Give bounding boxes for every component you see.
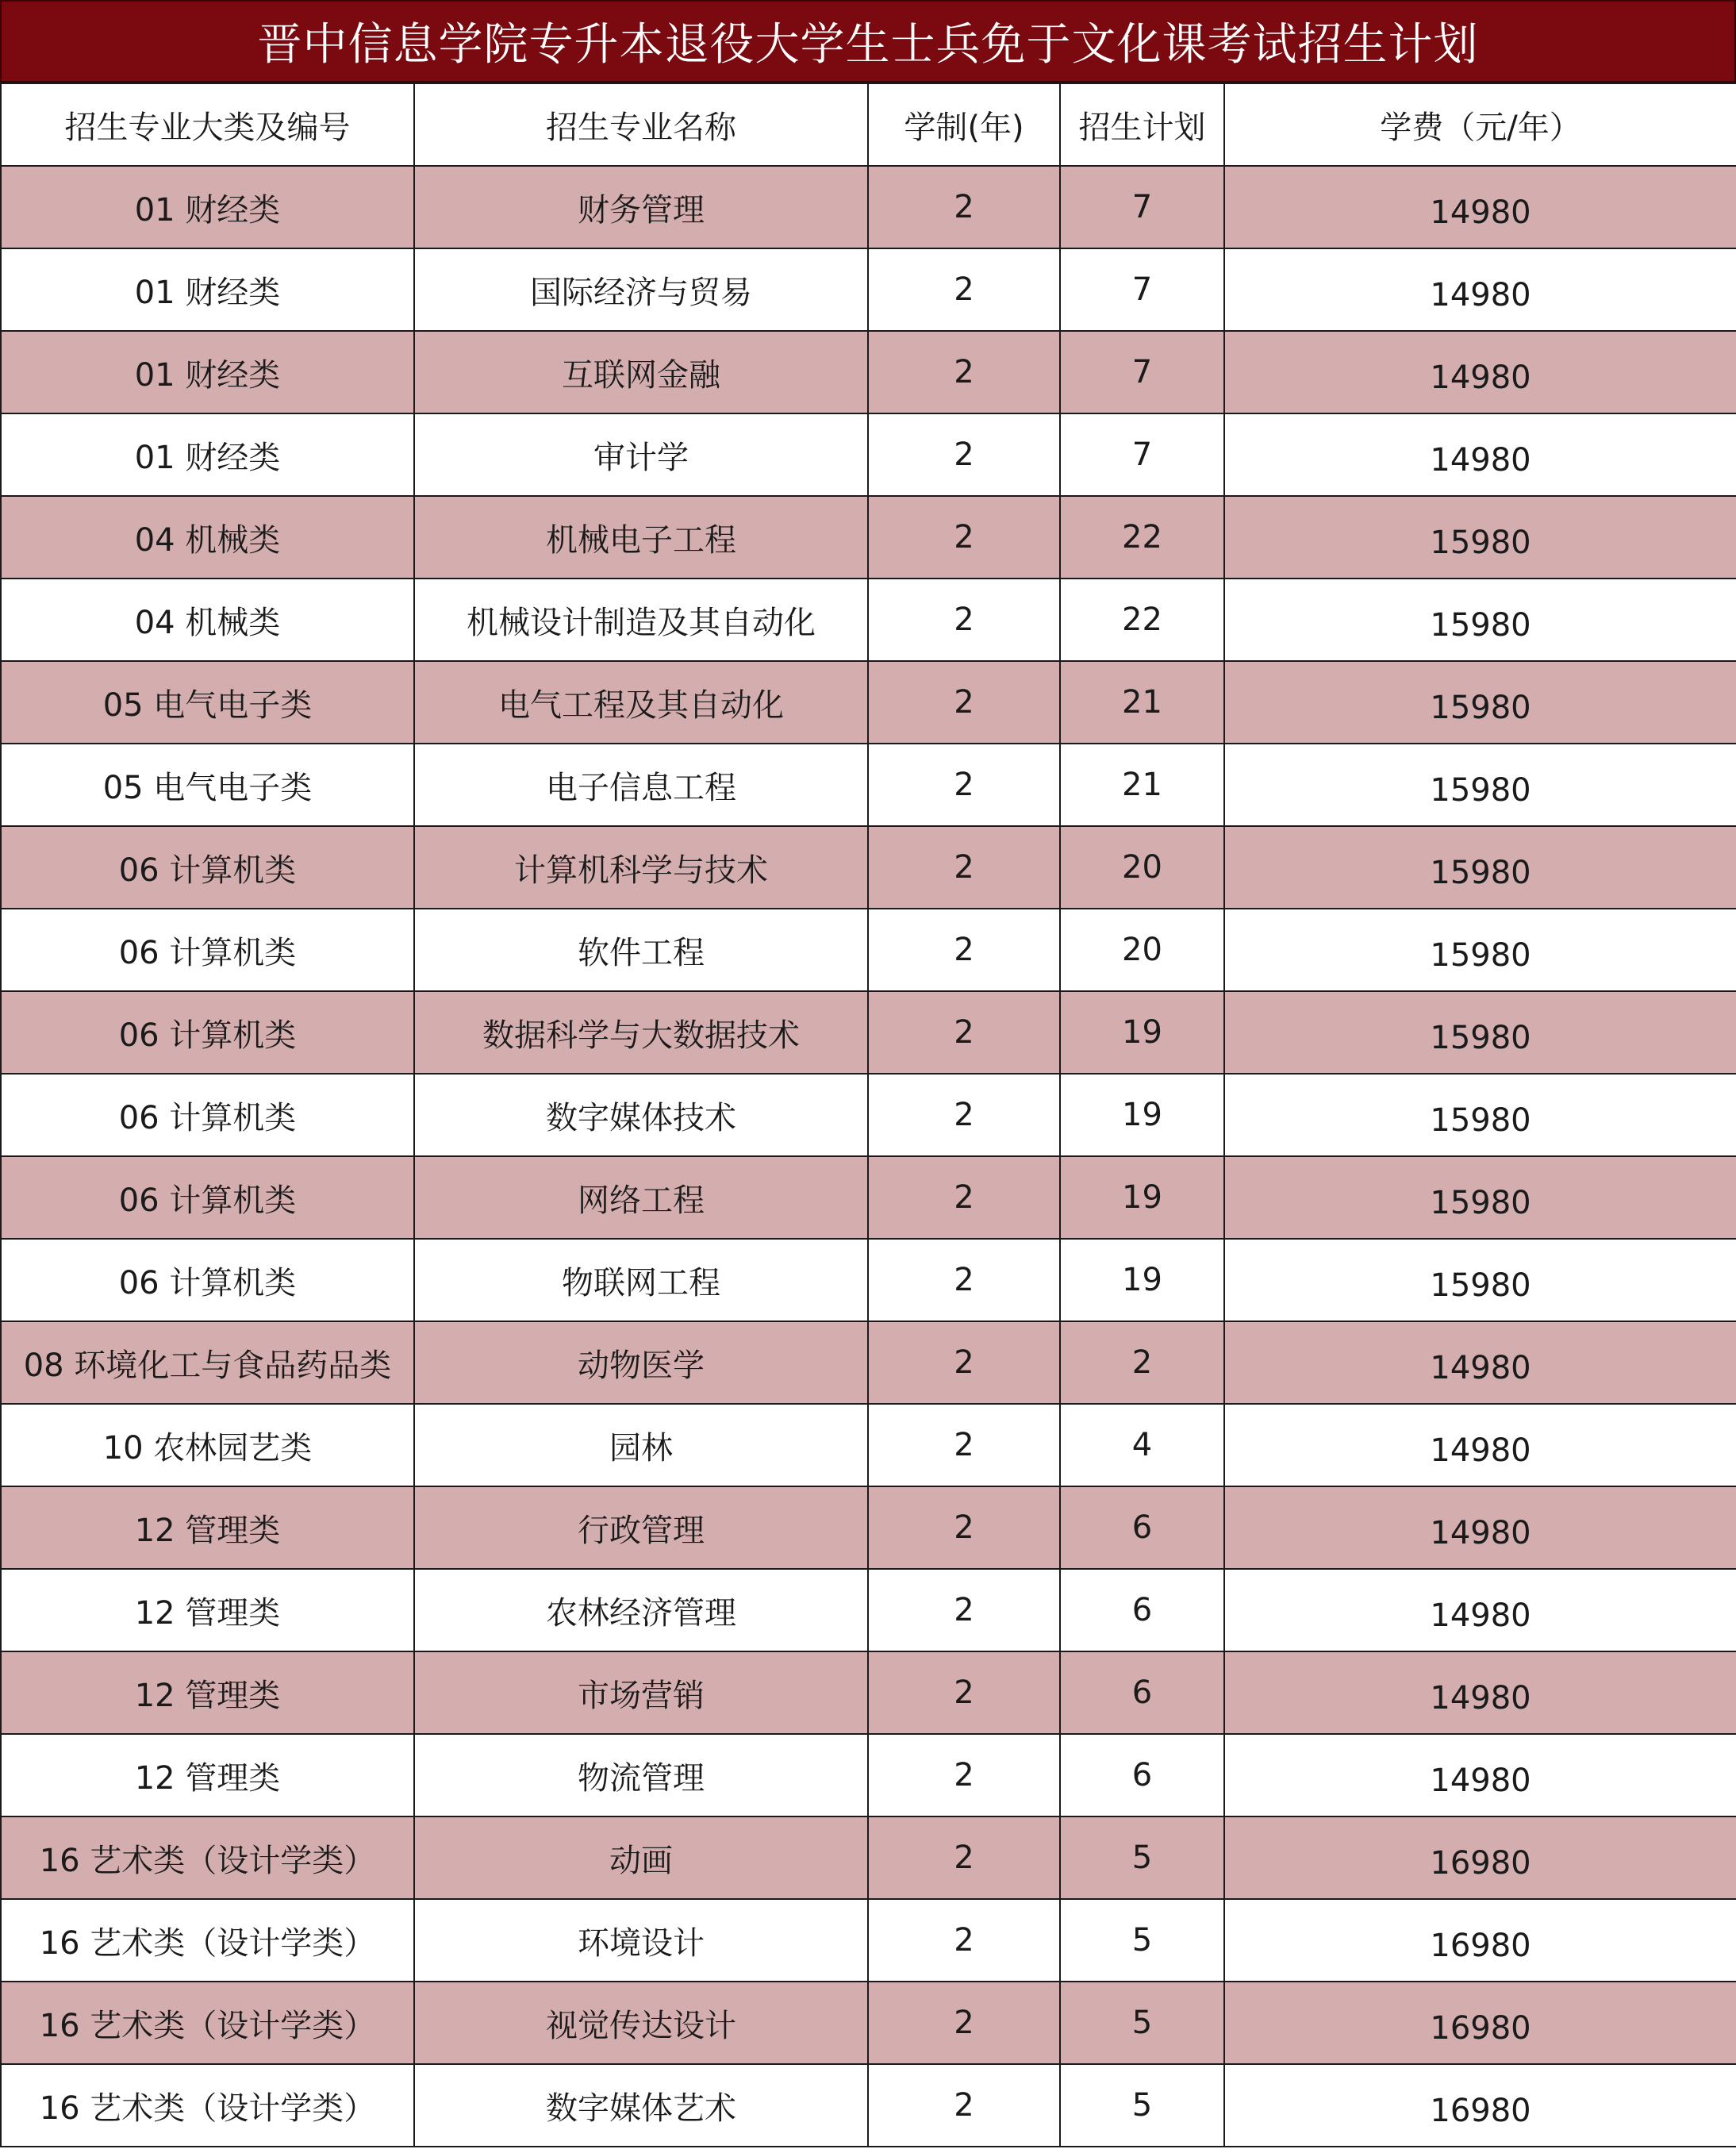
cell-fee: 16980 [1224,1982,1736,2064]
cell-quota: 6 [1060,1734,1224,1816]
cell-quota: 7 [1060,413,1224,496]
cell-duration: 2 [868,661,1060,744]
cell-quota: 19 [1060,1074,1224,1156]
cell-major: 计算机科学与技术 [414,826,868,909]
cell-category: 12 管理类 [1,1651,414,1734]
cell-quota: 19 [1060,991,1224,1074]
cell-duration: 2 [868,166,1060,248]
cell-duration: 2 [868,1651,1060,1734]
cell-quota: 5 [1060,2064,1224,2147]
cell-category: 12 管理类 [1,1734,414,1816]
cell-fee: 14980 [1224,1404,1736,1486]
table-row [1,1321,1736,1404]
cell-fee: 15980 [1224,1074,1736,1156]
cell-quota: 21 [1060,661,1224,744]
cell-major: 物联网工程 [414,1239,868,1321]
cell-major: 行政管理 [414,1486,868,1569]
cell-fee: 15980 [1224,744,1736,826]
cell-duration: 2 [868,1239,1060,1321]
cell-category: 05 电气电子类 [1,744,414,826]
cell-quota: 19 [1060,1156,1224,1239]
header-fee: 学费（元/年） [1224,83,1736,166]
header-quota: 招生计划 [1060,83,1224,166]
cell-fee: 14980 [1224,166,1736,248]
cell-major: 互联网金融 [414,331,868,413]
table-row [1,2064,1736,2147]
cell-quota: 6 [1060,1651,1224,1734]
cell-duration: 2 [868,991,1060,1074]
cell-major: 物流管理 [414,1734,868,1816]
table-row [1,1982,1736,2064]
cell-category: 01 财经类 [1,166,414,248]
cell-duration: 2 [868,1816,1060,1899]
cell-fee: 15980 [1224,579,1736,661]
cell-major: 财务管理 [414,166,868,248]
cell-category: 04 机械类 [1,496,414,579]
table-row [1,1074,1736,1156]
cell-major: 电气工程及其自动化 [414,661,868,744]
table-body [1,166,1736,2147]
table-row [1,744,1736,826]
cell-fee: 16980 [1224,2064,1736,2147]
cell-fee: 14980 [1224,248,1736,331]
table-row [1,1734,1736,1816]
cell-quota: 4 [1060,1404,1224,1486]
cell-category: 06 计算机类 [1,826,414,909]
table-row [1,1816,1736,1899]
cell-quota: 6 [1060,1486,1224,1569]
table-row [1,579,1736,661]
cell-duration: 2 [868,1569,1060,1651]
cell-category: 16 艺术类（设计学类） [1,1816,414,1899]
cell-major: 视觉传达设计 [414,1982,868,2064]
cell-fee: 15980 [1224,661,1736,744]
cell-quota: 5 [1060,1982,1224,2064]
cell-major: 数据科学与大数据技术 [414,991,868,1074]
table-row [1,166,1736,248]
header-duration: 学制(年) [868,83,1060,166]
cell-duration: 2 [868,1899,1060,1982]
cell-quota: 6 [1060,1569,1224,1651]
cell-duration: 2 [868,2064,1060,2147]
cell-major: 网络工程 [414,1156,868,1239]
cell-category: 01 财经类 [1,248,414,331]
cell-major: 机械设计制造及其自动化 [414,579,868,661]
cell-quota: 5 [1060,1816,1224,1899]
table-row [1,1899,1736,1982]
cell-major: 电子信息工程 [414,744,868,826]
cell-quota: 7 [1060,248,1224,331]
cell-category: 16 艺术类（设计学类） [1,1982,414,2064]
cell-quota: 22 [1060,579,1224,661]
table-row [1,248,1736,331]
cell-major: 软件工程 [414,909,868,991]
cell-fee: 14980 [1224,331,1736,413]
cell-fee: 14980 [1224,413,1736,496]
cell-duration: 2 [868,248,1060,331]
cell-duration: 2 [868,1982,1060,2064]
cell-quota: 20 [1060,826,1224,909]
table-row [1,331,1736,413]
cell-duration: 2 [868,413,1060,496]
enrollment-table [0,83,1736,2147]
cell-category: 01 财经类 [1,413,414,496]
cell-major: 审计学 [414,413,868,496]
cell-category: 08 环境化工与食品药品类 [1,1321,414,1404]
cell-quota: 20 [1060,909,1224,991]
cell-fee: 15980 [1224,991,1736,1074]
table-row [1,909,1736,991]
cell-fee: 15980 [1224,909,1736,991]
cell-major: 机械电子工程 [414,496,868,579]
cell-category: 01 财经类 [1,331,414,413]
cell-major: 数字媒体技术 [414,1074,868,1156]
cell-duration: 2 [868,1156,1060,1239]
cell-category: 05 电气电子类 [1,661,414,744]
cell-quota: 7 [1060,166,1224,248]
cell-quota: 19 [1060,1239,1224,1321]
table-row [1,1569,1736,1651]
table-row [1,1156,1736,1239]
cell-quota: 22 [1060,496,1224,579]
cell-category: 12 管理类 [1,1569,414,1651]
cell-duration: 2 [868,1486,1060,1569]
cell-major: 环境设计 [414,1899,868,1982]
cell-quota: 5 [1060,1899,1224,1982]
table-row [1,1239,1736,1321]
cell-fee: 15980 [1224,826,1736,909]
cell-fee: 16980 [1224,1816,1736,1899]
cell-category: 16 艺术类（设计学类） [1,1899,414,1982]
table-row [1,661,1736,744]
cell-fee: 14980 [1224,1651,1736,1734]
cell-duration: 2 [868,1734,1060,1816]
cell-fee: 14980 [1224,1486,1736,1569]
cell-category: 06 计算机类 [1,909,414,991]
cell-duration: 2 [868,1404,1060,1486]
cell-duration: 2 [868,331,1060,413]
cell-quota: 7 [1060,331,1224,413]
cell-category: 06 计算机类 [1,1156,414,1239]
cell-major: 动物医学 [414,1321,868,1404]
cell-fee: 14980 [1224,1734,1736,1816]
table-row [1,1651,1736,1734]
cell-duration: 2 [868,1074,1060,1156]
cell-major: 动画 [414,1816,868,1899]
cell-category: 10 农林园艺类 [1,1404,414,1486]
cell-quota: 2 [1060,1321,1224,1404]
cell-category: 06 计算机类 [1,1239,414,1321]
table-header-row [1,83,1736,166]
cell-fee: 14980 [1224,1569,1736,1651]
cell-category: 12 管理类 [1,1486,414,1569]
cell-duration: 2 [868,909,1060,991]
cell-major: 数字媒体艺术 [414,2064,868,2147]
table-row [1,991,1736,1074]
page-title: 晋中信息学院专升本退役大学生士兵免于文化课考试招生计划 [0,0,1736,83]
cell-major: 国际经济与贸易 [414,248,868,331]
cell-duration: 2 [868,826,1060,909]
cell-fee: 14980 [1224,1321,1736,1404]
cell-duration: 2 [868,496,1060,579]
cell-category: 04 机械类 [1,579,414,661]
cell-fee: 16980 [1224,1899,1736,1982]
table-row [1,496,1736,579]
cell-major: 农林经济管理 [414,1569,868,1651]
cell-duration: 2 [868,579,1060,661]
cell-category: 06 计算机类 [1,991,414,1074]
cell-major: 市场营销 [414,1651,868,1734]
cell-fee: 15980 [1224,1239,1736,1321]
cell-major: 园林 [414,1404,868,1486]
header-major: 招生专业名称 [414,83,868,166]
cell-fee: 15980 [1224,1156,1736,1239]
header-category: 招生专业大类及编号 [1,83,414,166]
table-row [1,413,1736,496]
cell-duration: 2 [868,744,1060,826]
cell-duration: 2 [868,1321,1060,1404]
table-row [1,1486,1736,1569]
cell-fee: 15980 [1224,496,1736,579]
table-row [1,826,1736,909]
cell-quota: 21 [1060,744,1224,826]
cell-category: 06 计算机类 [1,1074,414,1156]
table-row [1,1404,1736,1486]
cell-category: 16 艺术类（设计学类） [1,2064,414,2147]
